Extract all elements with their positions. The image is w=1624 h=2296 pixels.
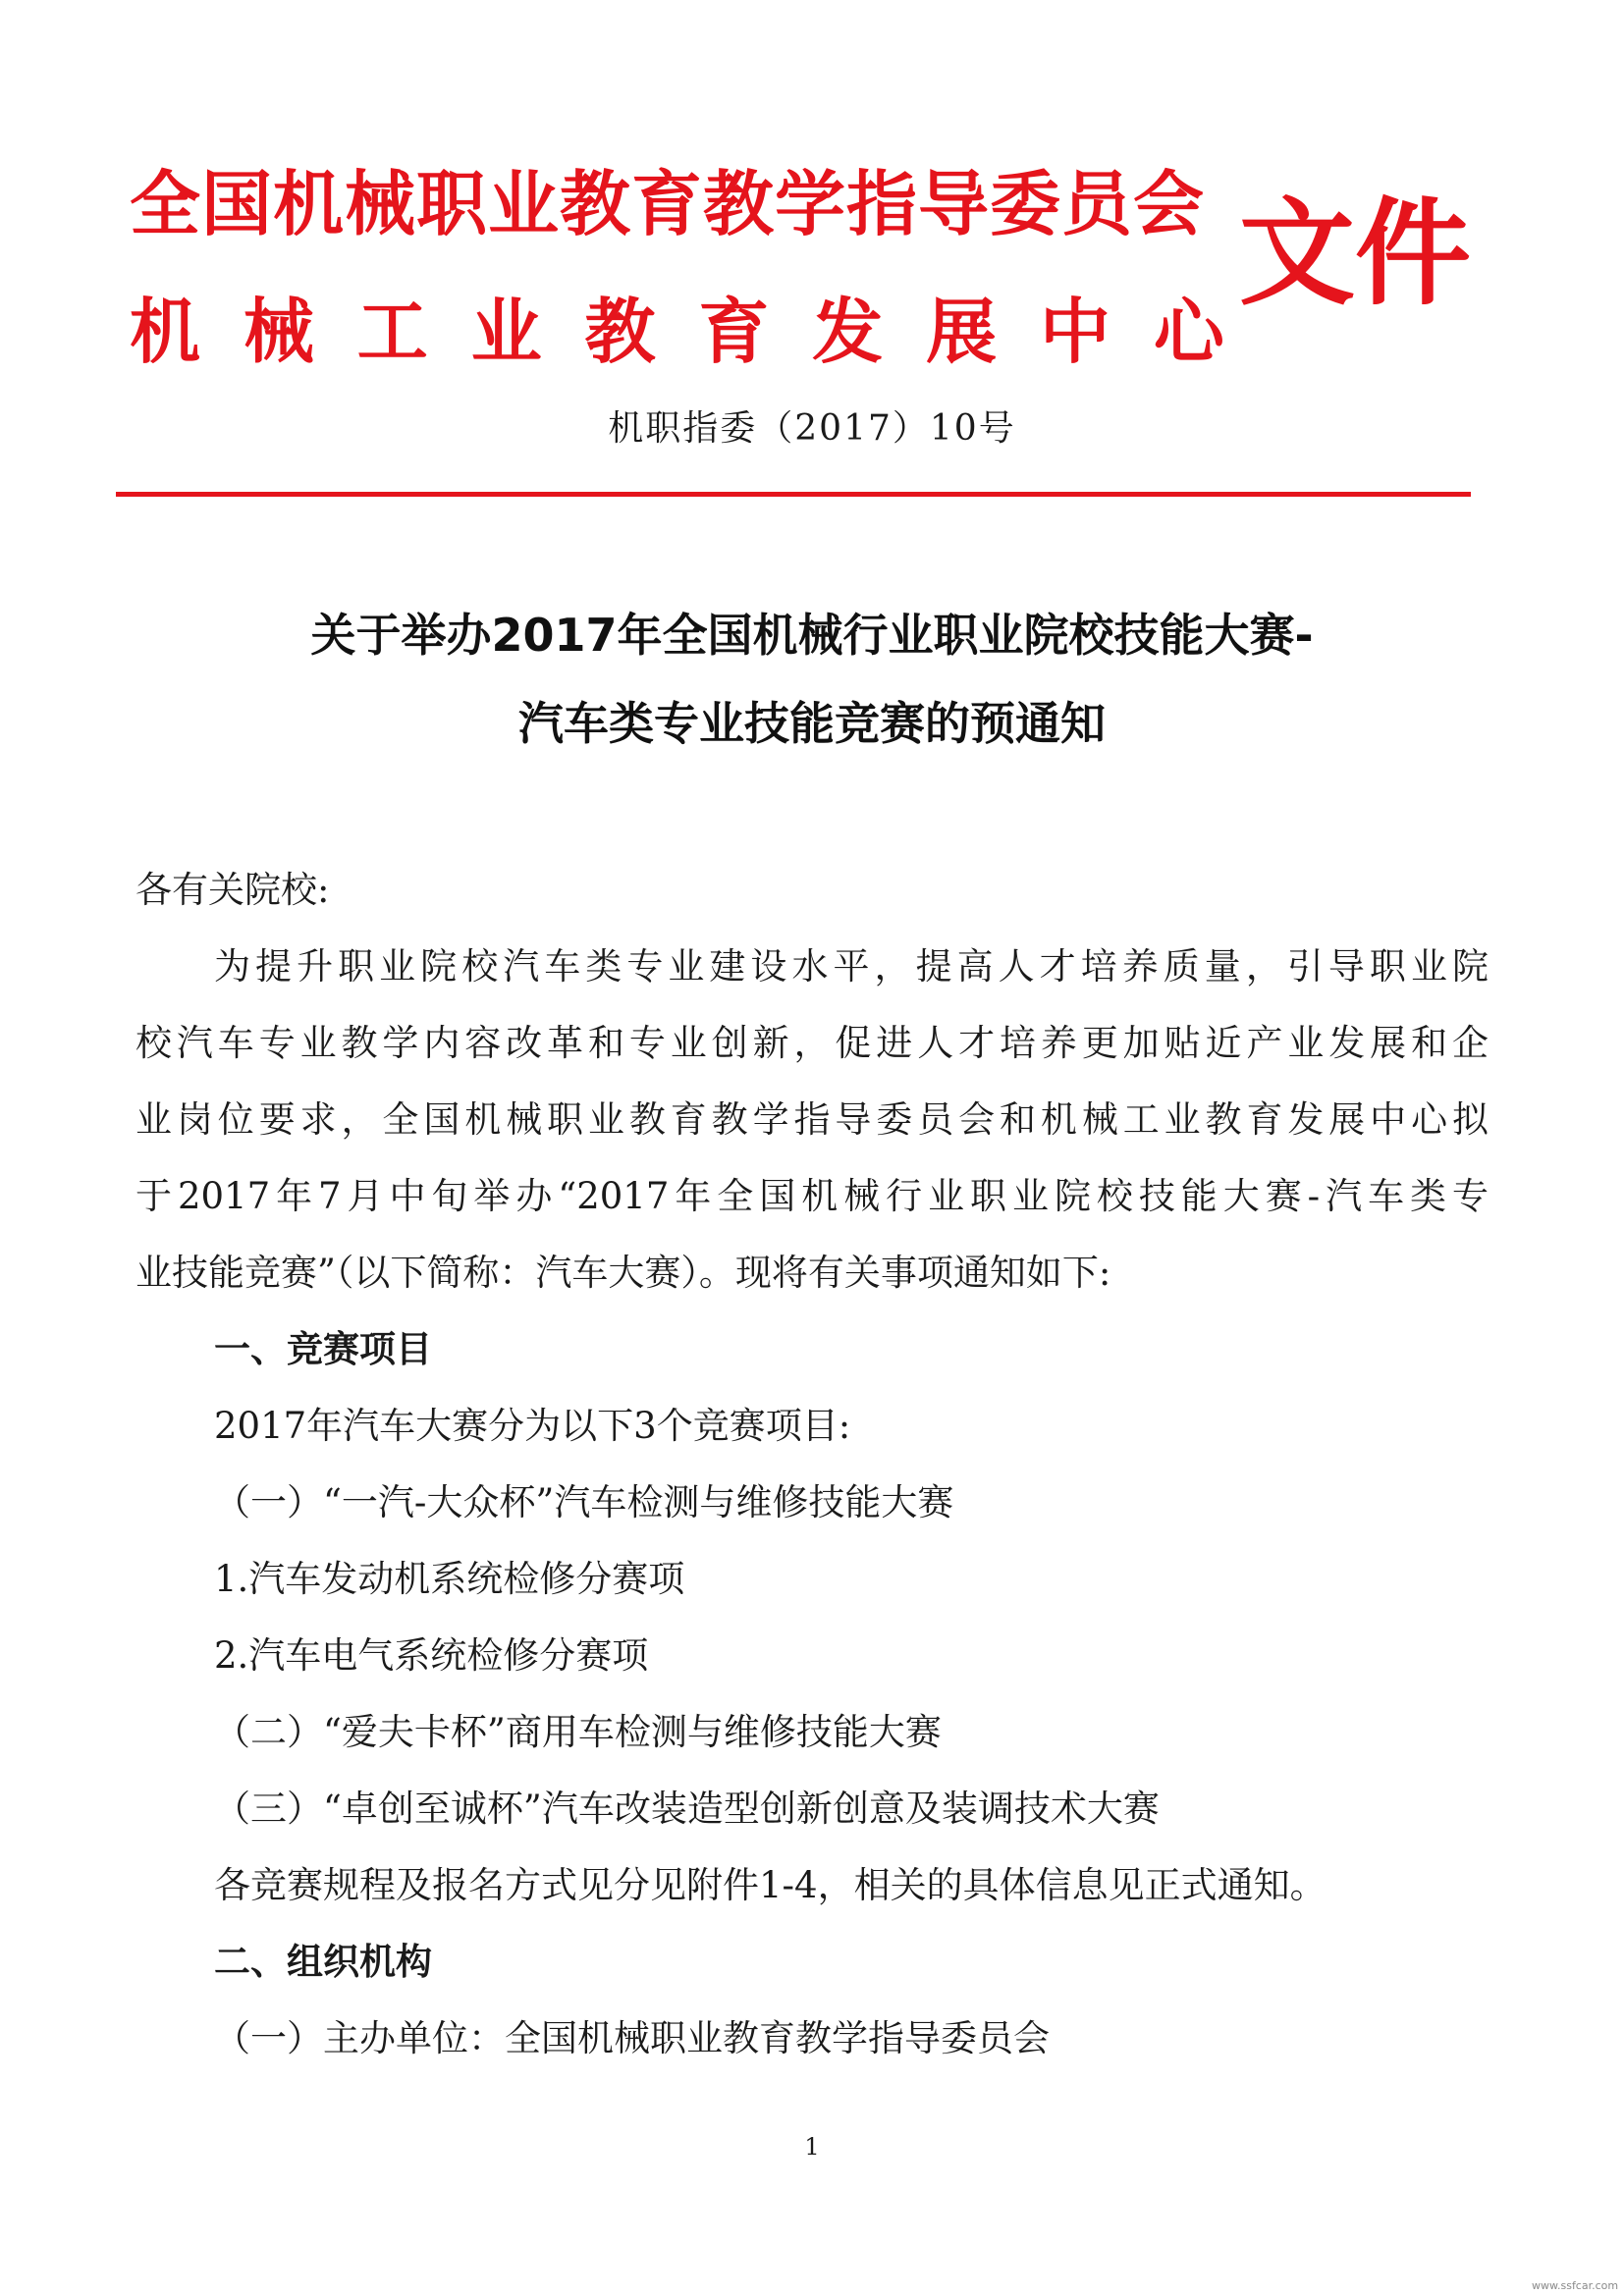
project-item: （一）“一汽-大众杯”汽车检测与维修技能大赛 [214,1481,954,1523]
project-item: （二）“爱夫卡杯”商用车检测与维修技能大赛 [214,1711,942,1753]
issuer-line-2 [130,285,1224,379]
section-text: 各竞赛规程及报名方式见分见附件1-4，相关的具体信息见正式通知。 [214,1864,1326,1906]
section-heading: 二、组织机构 [214,1941,432,1983]
paragraph-line: 校汽车专业教学内容改革和专业创新，促进人才培养更加贴近产业发展和企 [135,1022,1489,1064]
document-type-label: 文件 [1239,186,1472,321]
paragraph-line: 为提升职业院校汽车类专业建设水平，提高人才培养质量，引导职业院 [214,945,1489,988]
document-body [135,852,1489,2077]
section-text: （一）主办单位：全国机械职业教育教学指导委员会 [214,2017,1050,2059]
site-watermark: www.ssfcar.com [1532,2279,1619,2292]
paragraph-line: 业技能竞赛”（以下简称：汽车大赛）。现将有关事项通知如下: [135,1252,1111,1294]
document-number: 机职指委（2017）10号 [608,408,1016,449]
issuer-char: 心 [1153,291,1224,373]
issuer-char: 业 [470,291,542,373]
paragraph-line: 业岗位要求，全国机械职业教育教学指导委员会和机械工业教育发展中心拟 [135,1098,1489,1141]
issuer-char: 教 [584,291,656,373]
document-title-line-1: 关于举办2017年全国机械行业职业院校技能大赛- [310,609,1314,662]
issuer-char: 发 [812,291,884,373]
issuer-line-1: 全国机械职业教育教学指导委员会 [130,163,1206,245]
paragraph-line: 于2017年7月中旬举办“2017年全国机械行业职业院校技能大赛-汽车类专 [135,1175,1489,1217]
salutation: 各有关院校: [135,869,330,911]
header-red-rule [116,492,1471,497]
page-number: 1 [804,2133,820,2161]
document-title-line-2: 汽车类专业技能竞赛的预通知 [518,697,1106,750]
sub-item: 1.汽车发动机系统检修分赛项 [214,1558,685,1600]
issuer-char: 工 [356,291,428,373]
issuer-char: 械 [243,291,314,373]
issuer-char: 中 [1040,291,1111,373]
sub-item: 2.汽车电气系统检修分赛项 [214,1634,649,1677]
issuer-char: 展 [926,291,998,373]
section-heading: 一、竞赛项目 [214,1328,432,1370]
issuer-char: 育 [698,291,770,373]
project-item: （三）“卓创至诚杯”汽车改装造型创新创意及装调技术大赛 [214,1788,1160,1830]
issuer-char: 机 [130,291,201,373]
section-text: 2017年汽车大赛分为以下3个竞赛项目: [214,1405,851,1447]
